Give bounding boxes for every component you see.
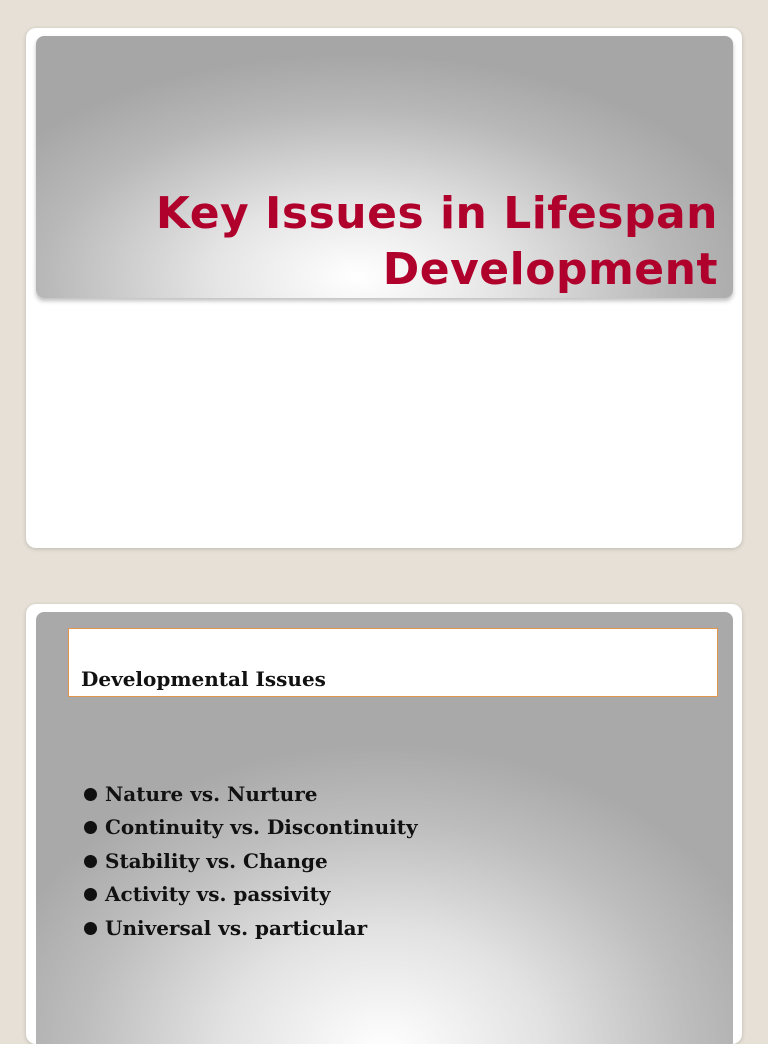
slide-heading: Developmental Issues [81, 667, 326, 691]
bullet-item [84, 845, 418, 878]
bullet-item [84, 778, 418, 811]
title-line-2: Development [382, 244, 718, 295]
bullet-item [84, 878, 418, 911]
slide-title[interactable] [26, 28, 742, 548]
title-line-1: Key Issues in Lifespan [155, 188, 718, 239]
bullet-dot-icon [84, 821, 97, 834]
bullet-list [84, 778, 418, 945]
bullet-dot-icon [84, 855, 97, 868]
bullet-text: Continuity vs. Discontinuity [105, 815, 418, 840]
bullet-item [84, 912, 418, 945]
bullet-text: Nature vs. Nurture [105, 782, 318, 806]
bullet-text: Stability vs. Change [105, 848, 328, 873]
slide-title-text [156, 186, 718, 298]
slide-developmental-issues[interactable] [26, 604, 742, 1044]
heading-box [68, 628, 718, 697]
bullet-item [84, 811, 418, 844]
bullet-dot-icon [84, 888, 97, 901]
bullet-text: Activity vs. passivity [105, 882, 331, 907]
content-background [36, 612, 733, 1044]
bullet-text: Universal vs. particular [105, 915, 368, 940]
bullet-dot-icon [84, 788, 97, 801]
bullet-dot-icon [84, 922, 97, 935]
